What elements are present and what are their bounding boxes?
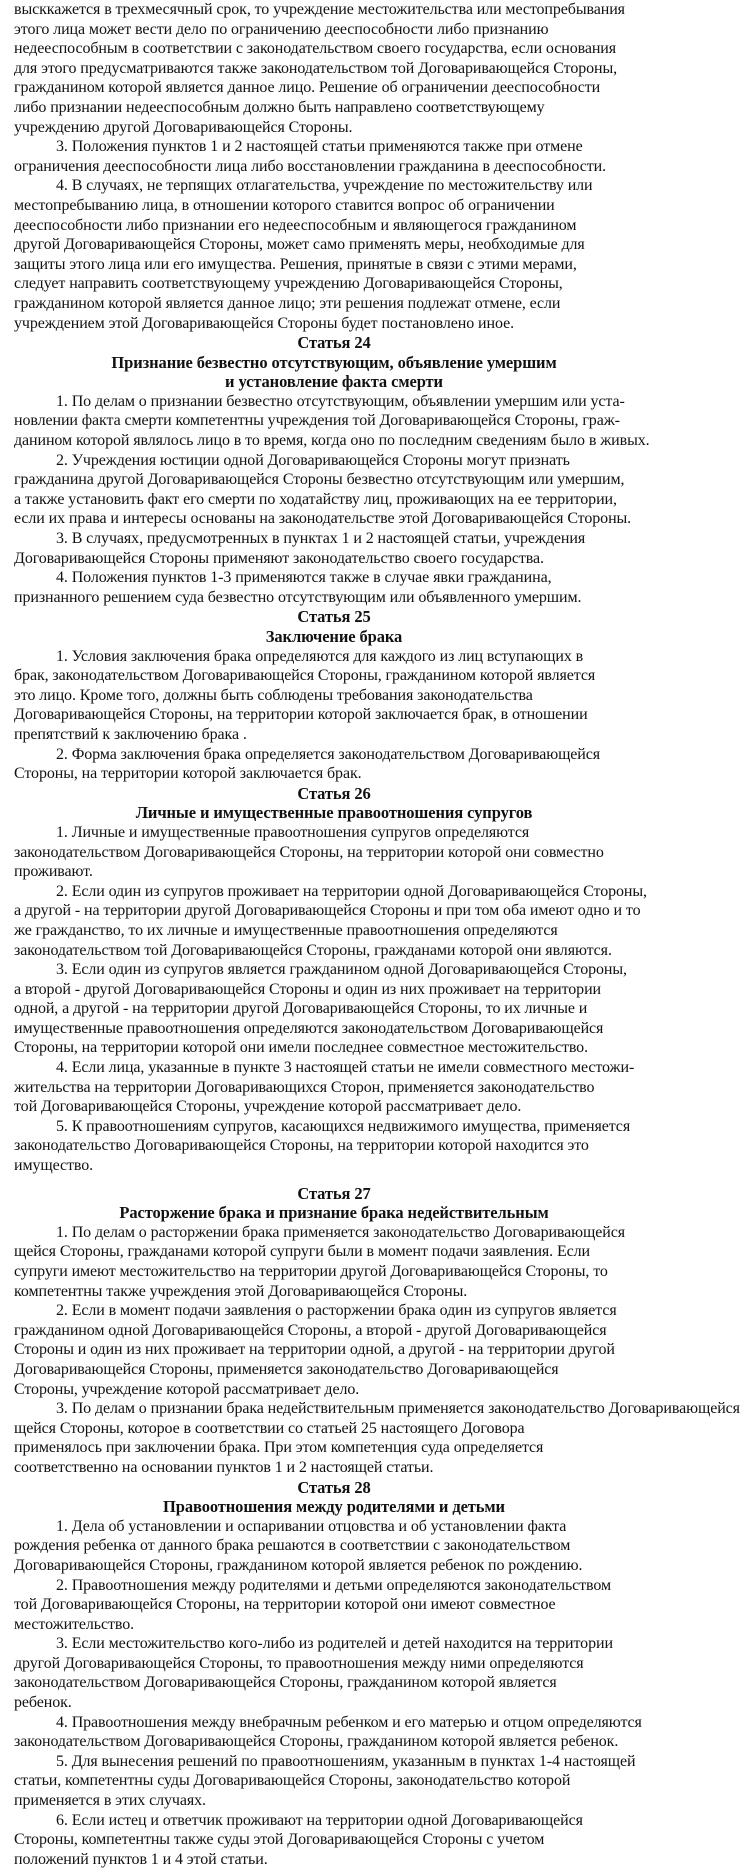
text-line: если их права и интересы основаны на законодательстве этой Договаривающейся Стороны. <box>14 510 632 528</box>
text-line: препятствий к заключению брака . <box>14 725 247 743</box>
text-line: имущество. <box>14 1157 94 1175</box>
article-number-heading: Статья 26 <box>297 783 371 803</box>
text-line: данином которой являлось лицо в то время, когда оно по последним сведениям было в живых. <box>14 432 650 450</box>
text-line: учреждению другой Договаривающейся Стороны. <box>14 118 353 136</box>
paragraph-start: 1. Личные и имущественные правоотношения супругов определяются <box>56 823 530 841</box>
paragraph-start: 2. Правоотношения между родителями и детьми определяются законодательством <box>56 1576 611 1594</box>
text-line: щейся Стороны, гражданами которой супруги были в момент подачи заявления. Если <box>14 1243 590 1261</box>
text-line: той Договаривающейся Стороны, на территории которой они имеют совместное <box>14 1596 556 1614</box>
text-line: этого лица может вести дело по ограничению дееспособности либо признанию <box>14 20 549 38</box>
text-line: учреждением этой Договаривающейся Стороны будет постановлено иное. <box>14 314 514 332</box>
paragraph-start: 4. Если лица, указанные в пункте 3 настоящей статьи не имели совместного местожи- <box>56 1059 635 1077</box>
text-line: местопребыванию лица, в отношении которого ставится вопрос об ограничении <box>14 196 555 214</box>
text-line: законодательством Договаривающейся Стороны, на территории которой они совместно <box>14 843 604 861</box>
spacer <box>14 1176 645 1184</box>
text-line: той Договаривающейся Стороны, учреждение которой рассматривает дело. <box>14 1098 522 1116</box>
text-line: Стороны, компетентны также суды этой Договаривающейся Стороны с учетом <box>14 1831 545 1849</box>
text-line: одной, а другой - на территории другой Договаривающейся Стороны, то их личные и <box>14 1000 588 1018</box>
paragraph-start: 3. Если местожительство кого-либо из родителей и детей находится на территории <box>56 1635 613 1653</box>
paragraph-start: 2. Форма заключения брака определяется законодательством Договаривающейся <box>56 745 601 763</box>
text-line: супруги имеют местожительство на территории другой Договаривающейся Стороны, то <box>14 1263 608 1280</box>
text-line: гражданина другой Договаривающейся Стороны безвестно отсутствующим или умершим, <box>14 471 625 489</box>
paragraph-start: 5. К правоотношениям супругов, касающихся недвижимого имущества, применяется <box>56 1117 631 1135</box>
text-line: положений пунктов 1 и 4 этой статьи. <box>14 1850 268 1868</box>
paragraph-start: 3. Если один из супругов является гражданином одной Договаривающейся Стороны, <box>56 961 627 979</box>
article-number-heading: Статья 25 <box>297 607 371 627</box>
text-line: Договаривающейся Стороны применяют законодательство своего государства. <box>14 549 544 567</box>
text-line: а также установить факт его смерти по ходатайству лиц, проживающих на ее территории, <box>14 490 617 508</box>
text-line: же гражданство, то их личные и имущественные правоотношения определяются <box>14 921 558 939</box>
paragraph-start: 4. В случаях, не терпящих отлагательства, учреждение по местожительству или <box>56 177 593 195</box>
text-line: это лицо. Кроме того, должны быть соблюдены требования законодательства <box>14 686 533 704</box>
text-line: недееспособным в соответствии с законодательством своего государства, если основания <box>14 40 617 58</box>
article-number-heading: Статья 24 <box>297 333 371 353</box>
text-line: для этого предусматриваются также законодательством той Договаривающейся Стороны, <box>14 59 618 77</box>
paragraph-start: 3. В случаях, предусмотренных в пунктах 1 и 2 настоящей статьи, учреждения <box>56 530 586 548</box>
text-line: законодательством Договаривающейся Стороны, гражданином которой является ребенок. <box>14 1733 619 1751</box>
text-line: гражданином которой является данное лицо; эти решения подлежат отмене, если <box>14 294 561 312</box>
text-line: применялось при заключении брака. При этом компетенция суда определяется <box>14 1439 544 1457</box>
article-title-heading: и установление факта смерти <box>225 372 443 392</box>
text-line: проживают. <box>14 863 93 881</box>
text-line: Стороны и один из них проживает на территории одной, а другой - на территории другой <box>14 1341 615 1359</box>
article-title-heading: Расторжение брака и признание брака недействительным <box>119 1203 549 1223</box>
paragraph-start: 6. Если истец и ответчик проживают на территории одной Договаривающейся <box>56 1811 583 1829</box>
text-line: Договаривающейся Стороны, применяется законодательство Договаривающейся <box>14 1360 559 1378</box>
text-line: законодательством Договаривающейся Стороны, гражданином которой является <box>14 1674 557 1692</box>
article-number-heading: Статья 28 <box>297 1477 371 1497</box>
text-line: законодательство Договаривающейся Стороны, на территории которой находится это <box>14 1137 589 1155</box>
article-number-heading: Статья 27 <box>297 1183 371 1203</box>
text-line: ограничения дееспособности лица либо восстановлении гражданина в дееспособности. <box>14 157 606 175</box>
text-line: другой Договаривающейся Стороны, может само применять меры, необходимые для <box>14 236 585 254</box>
text-line: высккажется в трехмесячный срок, то учреждение местожительства или местопребывания <box>14 1 625 18</box>
text-line: соответственно на основании пунктов 1 и 2 настоящей статьи. <box>14 1458 434 1476</box>
text-line: гражданином которой является данное лицо. Решение об ограничении дееспособности <box>14 79 601 97</box>
text-line: дееспособности либо признании его недееспособным и являющегося гражданином <box>14 216 577 234</box>
text-line: компетентны также учреждения этой Договаривающейся Стороны. <box>14 1282 468 1300</box>
text-line: статьи, компетентны суды Договаривающейся Стороны, законодательство которой <box>14 1772 571 1790</box>
paragraph-start: 1. По делам о расторжении брака применяется законодательство Договаривающейся <box>56 1223 625 1241</box>
text-line: а второй - другой Договаривающейся Стороны и один из них проживает на территории <box>14 980 601 998</box>
text-line: гражданином одной Договаривающейся Стороны, а второй - другой Договаривающейся <box>14 1321 607 1339</box>
text-line: Стороны, на территории которой они имели последнее совместное местожительство. <box>14 1039 588 1057</box>
paragraph-start: 3. Положения пунктов 1 и 2 настоящей статьи применяются также при отмене <box>56 138 583 156</box>
text-line: защиты этого лица или его имущества. Решения, принятые в связи с этими мерами, <box>14 255 577 273</box>
text-line: брак, законодательством Договаривающейся Стороны, гражданином которой является <box>14 667 596 685</box>
text-line: законодательством той Договаривающейся Стороны, гражданами которой они являются. <box>14 941 612 959</box>
paragraph-start: 4. Правоотношения между внебрачным ребенком и его матерью и отцом определяются <box>56 1713 642 1731</box>
text-line: новлении факта смерти компетентны учреждения той Договаривающейся Стороны, граж- <box>14 412 620 430</box>
text-line: имущественные правоотношения определяются законодательством Договаривающейся <box>14 1019 604 1037</box>
text-line: жительства на территории Договаривающихся Сторон, применяется законодательство <box>14 1078 595 1096</box>
text-line: щейся Стороны, которое в соответствии со статьей 25 настоящего Договора <box>14 1419 525 1437</box>
text-line: признанного решением суда безвестно отсутствующим или объявленного умершим. <box>14 588 582 606</box>
text-line: либо признании недееспособным должно быть направлено соответствующему <box>14 98 545 116</box>
article-title-heading: Признание безвестно отсутствующим, объявление умершим <box>111 352 557 372</box>
paragraph-start: 1. По делам о признании безвестно отсутствующим, объявлении умершим или уста- <box>56 392 625 410</box>
paragraph-start: 3. По делам о признании брака недействительным применяется законодательство Договаривающейся <box>56 1400 740 1418</box>
paragraph-start: 4. Положения пунктов 1-3 применяются также в случае явки гражданина, <box>56 569 552 587</box>
text-line: ребенок. <box>14 1694 72 1712</box>
text-line: другой Договаривающейся Стороны, то правоотношения между ними определяются <box>14 1654 584 1672</box>
text-line: местожительство. <box>14 1615 135 1633</box>
text-line: Договаривающейся Стороны, гражданином которой является ребенок по рождению. <box>14 1556 583 1574</box>
paragraph-start: 2. Если один из супругов проживает на территории одной Договаривающейся Стороны, <box>56 882 647 900</box>
text-line: Договаривающейся Стороны, на территории которой заключается брак, в отношении <box>14 706 588 724</box>
article-title-heading: Правоотношения между родителями и детьми <box>163 1497 505 1517</box>
article-title-heading: Заключение брака <box>265 627 403 646</box>
paragraph-start: 1. Условия заключения брака определяются для каждого из лиц вступающих в <box>56 647 584 665</box>
text-line: Стороны, учреждение которой рассматривает дело. <box>14 1380 360 1398</box>
text-line: применяется в этих случаях. <box>14 1792 206 1810</box>
text-line: Стороны, на территории которой заключается брак. <box>14 765 362 783</box>
text-line: рождения ребенка от данного брака решаются в соответствии с законодательством <box>14 1537 571 1555</box>
paragraph-start: 2. Если в момент подачи заявления о расторжении брака один из супругов является <box>56 1302 617 1320</box>
paragraph-start: 5. Для вынесения решений по правоотношениям, указанным в пунктах 1-4 настоящей <box>56 1752 636 1770</box>
article-title-heading: Личные и имущественные правоотношения супругов <box>135 803 533 823</box>
paragraph-start: 1. Дела об установлении и оспаривании отцовства и об установлении факта <box>56 1517 567 1535</box>
paragraph-start: 2. Учреждения юстиции одной Договаривающейся Стороны могут признать <box>56 451 570 469</box>
text-line: следует направить соответствующему учреждению Договаривающейся Стороны, <box>14 275 563 293</box>
text-line: а другой - на территории другой Договаривающейся Стороны и при том оба имеют одно и то <box>14 902 641 920</box>
